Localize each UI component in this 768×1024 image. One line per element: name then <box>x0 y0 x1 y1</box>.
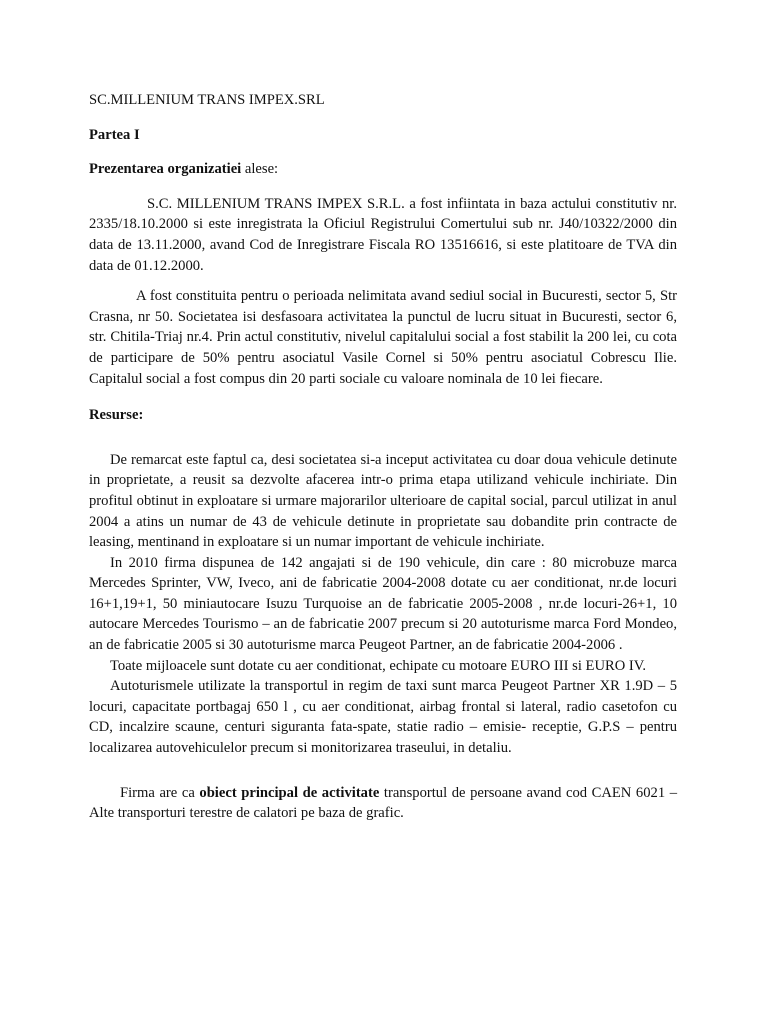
part-heading: Partea I <box>89 126 140 143</box>
paragraph-fleet-history: De remarcat este faptul ca, desi societatea si-a inceput activitatea cu doar doua vehicule detinute in proprietate, a reusit sa dezvolte afacerea intr-o prima etapa utilizand vehicule inchiriate. Din profitul obtinut in exploatare si urmare majorarilor ulterioare de capital social, parcul utilizat in anul 2004 a atins un numar de 43 de vehicule detinute in proprietate sau dobandite prin contracte de leasing, mentinand in exploatare si un numar important de vehicule inchiriate. <box>89 451 677 551</box>
main-activity-pre: Firma are ca <box>120 784 200 801</box>
section-heading-bold: Prezentarea organizatiei <box>89 161 242 178</box>
company-name: SC.MILLENIUM TRANS IMPEX.SRL <box>89 92 325 108</box>
paragraph-registration: S.C. MILLENIUM TRANS IMPEX S.R.L. a fost infiintata in baza actului constitutiv nr. 2335/18.10.2000 si este inregistrata la Oficiul Registrului Comertului sub nr. J40/10322/2000 din data de 13.11.2000, avand Cod de Inregistrare Fiscala RO 13516616, si este platitoare de TVA din data de 01.12.2000. <box>89 195 677 274</box>
resources-heading: Resurse: <box>89 407 144 424</box>
section-heading-rest: alese: <box>241 161 279 178</box>
main-activity-post: transportul de persoane avand cod CAEN 6021 – Alte transporturi terestre de calatori pe baza de grafic. <box>89 784 677 822</box>
main-activity-bold: obiect principal de activitate <box>199 784 380 801</box>
section-heading <box>89 159 677 180</box>
paragraph-taxi: Autoturismele utilizate la transportul in regim de taxi sunt marca Peugeot Partner XR 1.9D – 5 locuri, capacitate portbagaj 650 l , cu aer conditionat, airbag frontal si lateral, radio casetofon cu CD, incalzire scaune, centuri siguranta fata-spate, statie radio – emisie- receptie, G.P.S – pentru localizarea autovehiculelor precum si monitorizarea traseului, in detaliu. <box>89 678 677 757</box>
paragraph-main-activity <box>89 783 677 824</box>
paragraph-fleet-2010: In 2010 firma dispunea de 142 angajati si de 190 vehicule, din care : 80 microbuze marca Mercedes Sprinter, VW, Iveco, ani de fabricatie 2004-2008 dotate cu aer conditionat, nr.de locuri 16+1,19+1, 50 miniautocare Isuzu Turquoise an de fabricatie 2005-2008 , nr.de locuri-26+1, 10 autocare Mercedes Tourismo – an de fabricatie 2007 precum si 20 autoturisme marca Ford Mondeo, an de fabricatie 2005 si 30 autoturisme marca Peugeot Partner, an de fabricatie 2004-2006 . <box>89 554 677 654</box>
document-body <box>89 90 677 824</box>
paragraph-engines: Toate mijloacele sunt dotate cu aer conditionat, echipate cu motoare EURO III si EURO IV. <box>110 657 647 674</box>
paragraph-headquarters: A fost constituita pentru o perioada nelimitata avand sediul social in Bucuresti, sector 5, Str Crasna, nr 50. Societatea isi desfasoara activitatea la punctul de lucru situat in Bucuresti, sector 6, str. Chitila-Triaj nr.4. Prin actul constitutiv, nivelul capitalului social a fost stabilit la 200 lei, cu cota de participare de 50% pentru asociatul Vasile Cornel si 50% pentru asociatul Cobrescu Ilie. Capitalul social a fost compus din 20 parti sociale cu valoare nominala de 10 lei fiecare. <box>89 288 677 387</box>
